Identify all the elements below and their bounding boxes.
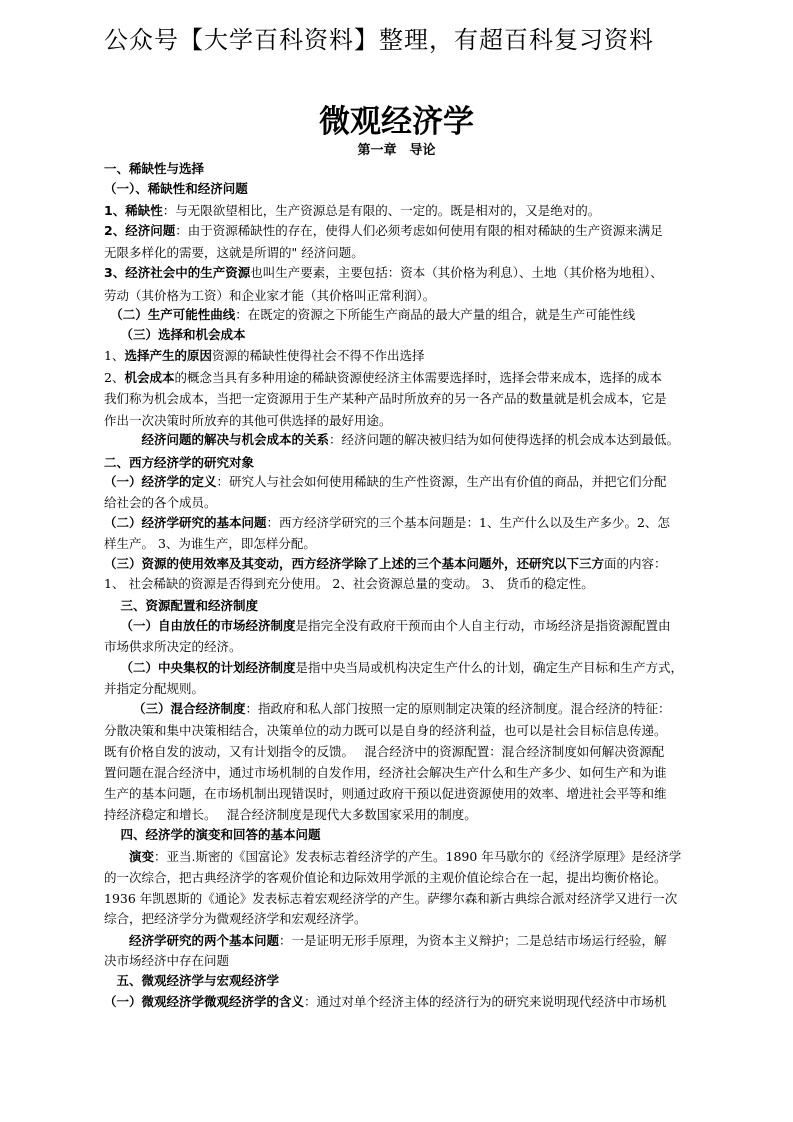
text-line: 的一次综合，把古典经济学的客观价值论和边际效用学派的主观价值论综合在一起，提出均衡价格论。 bbox=[104, 870, 667, 885]
bold-term: （三）选择和机会成本 bbox=[120, 327, 246, 342]
bold-term: （一）经济学的定义 bbox=[104, 474, 217, 489]
text-line: 劳动（其价格为工资）和企业家才能（其价格叫正常利润）。 bbox=[104, 288, 436, 303]
text-line: 综合，把经济学分为微观经济学和宏观经济学。 bbox=[104, 911, 367, 926]
bold-term: （一）微观经济学微观经济学的含义 bbox=[104, 994, 305, 1009]
text-line: （二）中央集权的计划经济制度是指中央当局或机构决定生产什么的计划，确定生产目标和生产方式， bbox=[120, 660, 684, 675]
text-line: 给社会的各个成员。 bbox=[104, 495, 217, 510]
text-line: 演变：亚当.斯密的《国富论》发表标志着经济学的产生。1890 年马歇尔的《经济学原理》是经济学 bbox=[129, 849, 682, 864]
text-line: （一）微观经济学微观经济学的含义：通过对单个经济主体的经济行为的研究来说明现代经济中市场机 bbox=[104, 994, 667, 1009]
text-line: （二）生产可能性曲线：在既定的资源之下所能生产商品的最大产量的组合，就是生产可能性线 bbox=[116, 307, 636, 322]
text-line: （三）资源的使用效率及其变动，西方经济学除了上述的三个基本问题外，还研究以下三方面的内容： bbox=[104, 556, 667, 571]
text-line: 并指定分配规则。 bbox=[104, 681, 205, 696]
text-line: 生产的基本问题，在市场机制出现错误时，则通过政府干预以促进资源使用的效率、增进社会平等和维 bbox=[104, 786, 667, 801]
section-heading bbox=[104, 161, 204, 177]
text-line: 既有价格自发的波动，又有计划指令的反馈。 混合经济中的资源配置：混合经济制度如何解决资源配 bbox=[104, 744, 665, 759]
bold-term: （一）、稀缺性和经济问题 bbox=[104, 181, 248, 196]
text-line: 市场供求所决定的经济。 bbox=[104, 639, 242, 654]
chapter-heading: 第一章 导论 bbox=[357, 143, 436, 158]
document-title: 微观经济学 bbox=[319, 104, 474, 140]
bold-term: （三）资源的使用效率及其变动，西方经济学除了上述的三个基本问题外，还研究以下三方 bbox=[104, 556, 605, 571]
section-heading bbox=[104, 973, 279, 989]
text-line: （一）经济学的定义：研究人与社会如何使用稀缺的生产性资源，生产出有价值的商品，并把它们分配 bbox=[104, 474, 667, 489]
text-line: 决市场经济中存在问题 bbox=[104, 953, 230, 968]
text-line: 1、 社会稀缺的资源是否得到充分使用。 2、社会资源总量的变动。 3、 货币的稳定性。 bbox=[104, 576, 594, 591]
text-line: 3、经济社会中的生产资源也叫生产要素，主要包括：资本（其价格为利息）、土地（其价格为地租）、 bbox=[104, 265, 663, 280]
bold-term: 二、西方经济学的研究对象 bbox=[104, 455, 255, 470]
bold-term: （二）中央集权的计划经济制度 bbox=[120, 660, 296, 675]
text-line: 1、选择产生的原因资源的稀缺性使得社会不得不作出选择 bbox=[104, 348, 425, 363]
text-line: 1936 年凯恩斯的《通论》发表标志着宏观经济学的产生。萨缪尔森和新古典综合派对经济学又进行一次 bbox=[104, 891, 678, 906]
bold-term: 经济问题的解决与机会成本的关系 bbox=[141, 432, 330, 447]
bold-term: 经济学研究的两个基本问题 bbox=[129, 933, 280, 948]
section-heading bbox=[104, 827, 321, 843]
text-line: 1、稀缺性：与无限欲望相比，生产资源总是有限的、一定的。既是相对的，又是绝对的。 bbox=[104, 203, 601, 218]
text-line: 经济学研究的两个基本问题：一是证明无形手原理，为资本主义辩护；二是总结市场运行经验，解 bbox=[129, 933, 667, 948]
page-header: 公众号【大学百科资料】整理，有超百科复习资料 bbox=[104, 26, 654, 54]
bold-term: （三）混合经济制度 bbox=[132, 701, 246, 716]
section-heading bbox=[104, 181, 248, 197]
bold-term: （二）生产可能性曲线 bbox=[116, 307, 236, 322]
bold-term: 2、经济问题 bbox=[104, 223, 176, 238]
section-heading bbox=[104, 327, 246, 343]
text-line: 2、经济问题：由于资源稀缺性的存在，使得人们必须考虑如何使用有限的相对稀缺的生产资源来满足 bbox=[104, 223, 663, 238]
bold-term: （二）经济学研究的基本问题 bbox=[104, 515, 267, 530]
text-line: 持经济稳定和增长。 混合经济制度是现代大多数国家采用的制度。 bbox=[104, 807, 477, 822]
bold-term: 演变 bbox=[129, 849, 155, 864]
text-line: 样生产。 3、为谁生产，即怎样分配。 bbox=[104, 536, 316, 551]
text-line: 无限多样化的需要，这就是所谓的" 经济问题。 bbox=[104, 245, 364, 260]
bold-term: 三、资源配置和经济制度 bbox=[120, 598, 258, 613]
text-line: （一）自由放任的市场经济制度是指完全没有政府干预而由个人自主行动，市场经济是指资源配置由 bbox=[120, 618, 671, 633]
bold-term: 1、稀缺性 bbox=[104, 203, 163, 218]
section-heading bbox=[104, 598, 258, 614]
text-line: 作出一次决策时所放弃的其他可供选择的最好用途。 bbox=[104, 413, 392, 428]
bold-term: 3、经济社会中的生产资源 bbox=[104, 265, 251, 280]
text-line: 分散决策和集中决策相结合，决策单位的动力既可以是自身的经济利益，也可以是社会目标信息传递。 bbox=[104, 723, 667, 738]
section-heading bbox=[104, 455, 254, 471]
bold-term: 四、经济学的演变和回答的基本问题 bbox=[120, 827, 321, 842]
text-line: （二）经济学研究的基本问题：西方经济学研究的三个基本问题是：1、生产什么以及生产多少。2、怎 bbox=[104, 515, 670, 530]
text-line: 我们称为机会成本，当把一定资源用于生产某种产品时所放弃的另一各产品的数量就是机会成本，它是 bbox=[104, 391, 667, 406]
text-line: 2、机会成本的概念当具有多种用途的稀缺资源使经济主体需要选择时，选择会带来成本，选择的成本 bbox=[104, 370, 662, 385]
bold-term: 选择产生的原因 bbox=[124, 348, 212, 363]
bold-term: 五、微观经济学与宏观经济学 bbox=[116, 973, 280, 988]
bold-term: 一、稀缺性与选择 bbox=[104, 161, 205, 176]
bold-term: 机会成本 bbox=[124, 370, 175, 385]
text-line: （三）混合经济制度：指政府和私人部门按照一定的原则制定决策的经济制度。混合经济的特征： bbox=[132, 701, 671, 716]
bold-term: （一）自由放任的市场经济制度 bbox=[120, 618, 296, 633]
text-line: 置问题在混合经济中，通过市场机制的自发作用，经济社会解决生产什么和生产多少、如何生产和为谁 bbox=[104, 765, 667, 780]
text-line: 经济问题的解决与机会成本的关系：经济问题的解决被归结为如何使得选择的机会成本达到最低。 bbox=[141, 432, 680, 447]
